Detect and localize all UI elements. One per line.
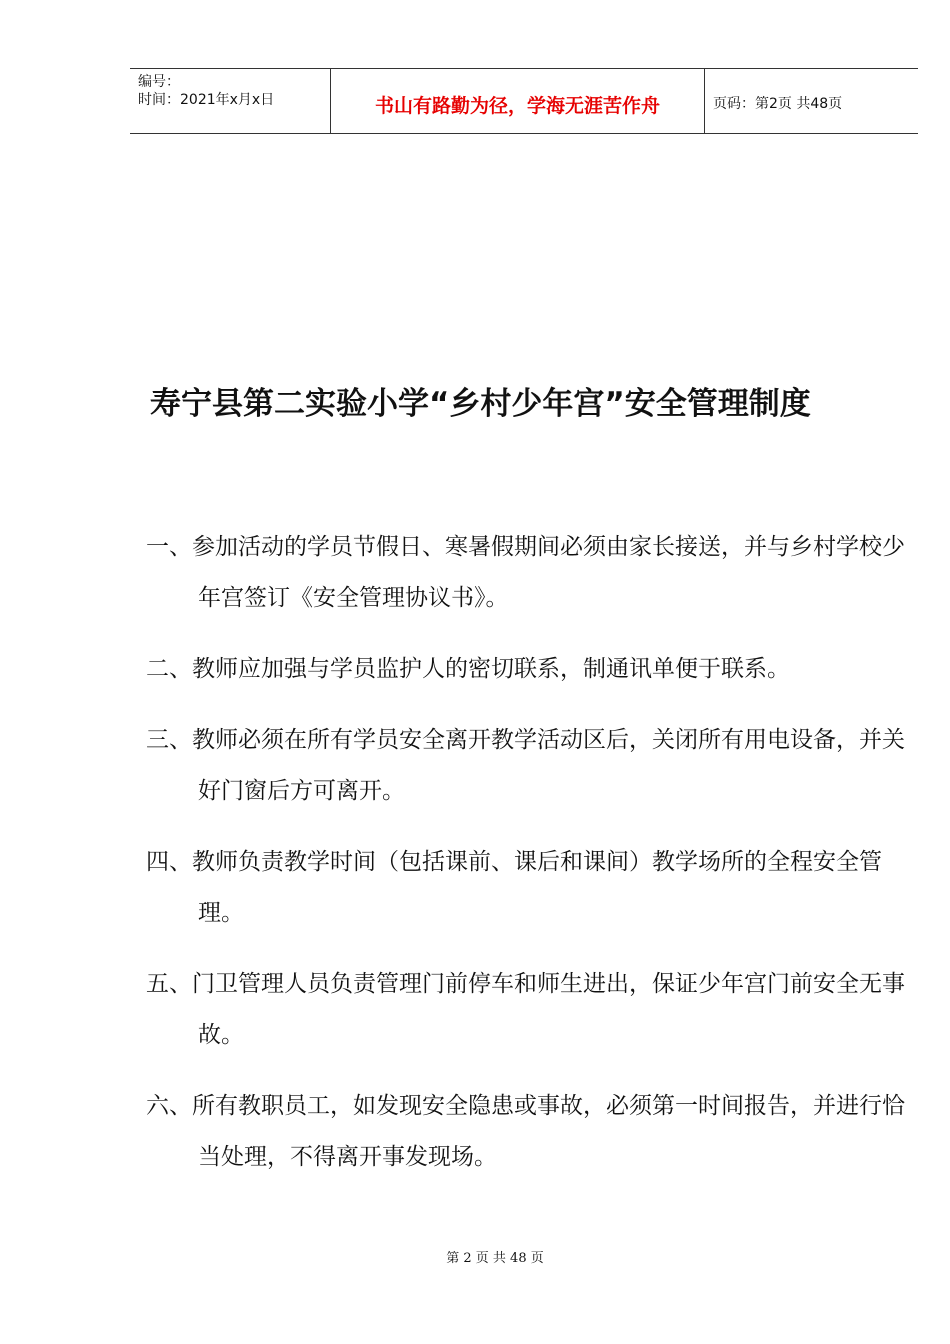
rule-item: 五、门卫管理人员负责管理门前停车和师生进出，保证少年宫门前安全无事故。 (146, 971, 905, 1048)
number-label: 编号： (138, 74, 180, 90)
time-label: 时间：2021年x月x日 (138, 92, 275, 108)
header-meta (130, 69, 331, 133)
header-page-info: 页码：第2页 共48页 (713, 96, 843, 112)
rule-item: 三、教师必须在所有学员安全离开教学活动区后，关闭所有用电设备，并关好门窗后方可离开。 (146, 727, 905, 804)
rule-item: 六、所有教职员工，如发现安全隐患或事故，必须第一时间报告，并进行恰当处理，不得离开事发现场。 (146, 1093, 905, 1170)
page-header (130, 68, 918, 134)
header-motto: 书山有路勤为径，学海无涯苦作舟 (331, 69, 705, 133)
rule-item: 一、参加活动的学员节假日、寒暑假期间必须由家长接送，并与乡村学校少年宫签订《安全管理协议书》。 (146, 534, 905, 611)
page-footer: 第 2 页 共 48 页 (446, 1251, 544, 1266)
document-body (146, 522, 906, 1203)
document-title: 寿宁县第二实验小学“乡村少年宫”安全管理制度 (150, 386, 811, 422)
rule-item: 二、教师应加强与学员监护人的密切联系，制通讯单便于联系。 (146, 656, 790, 682)
rule-item: 四、教师负责教学时间（包括课前、课后和课间）教学场所的全程安全管理。 (146, 849, 882, 926)
